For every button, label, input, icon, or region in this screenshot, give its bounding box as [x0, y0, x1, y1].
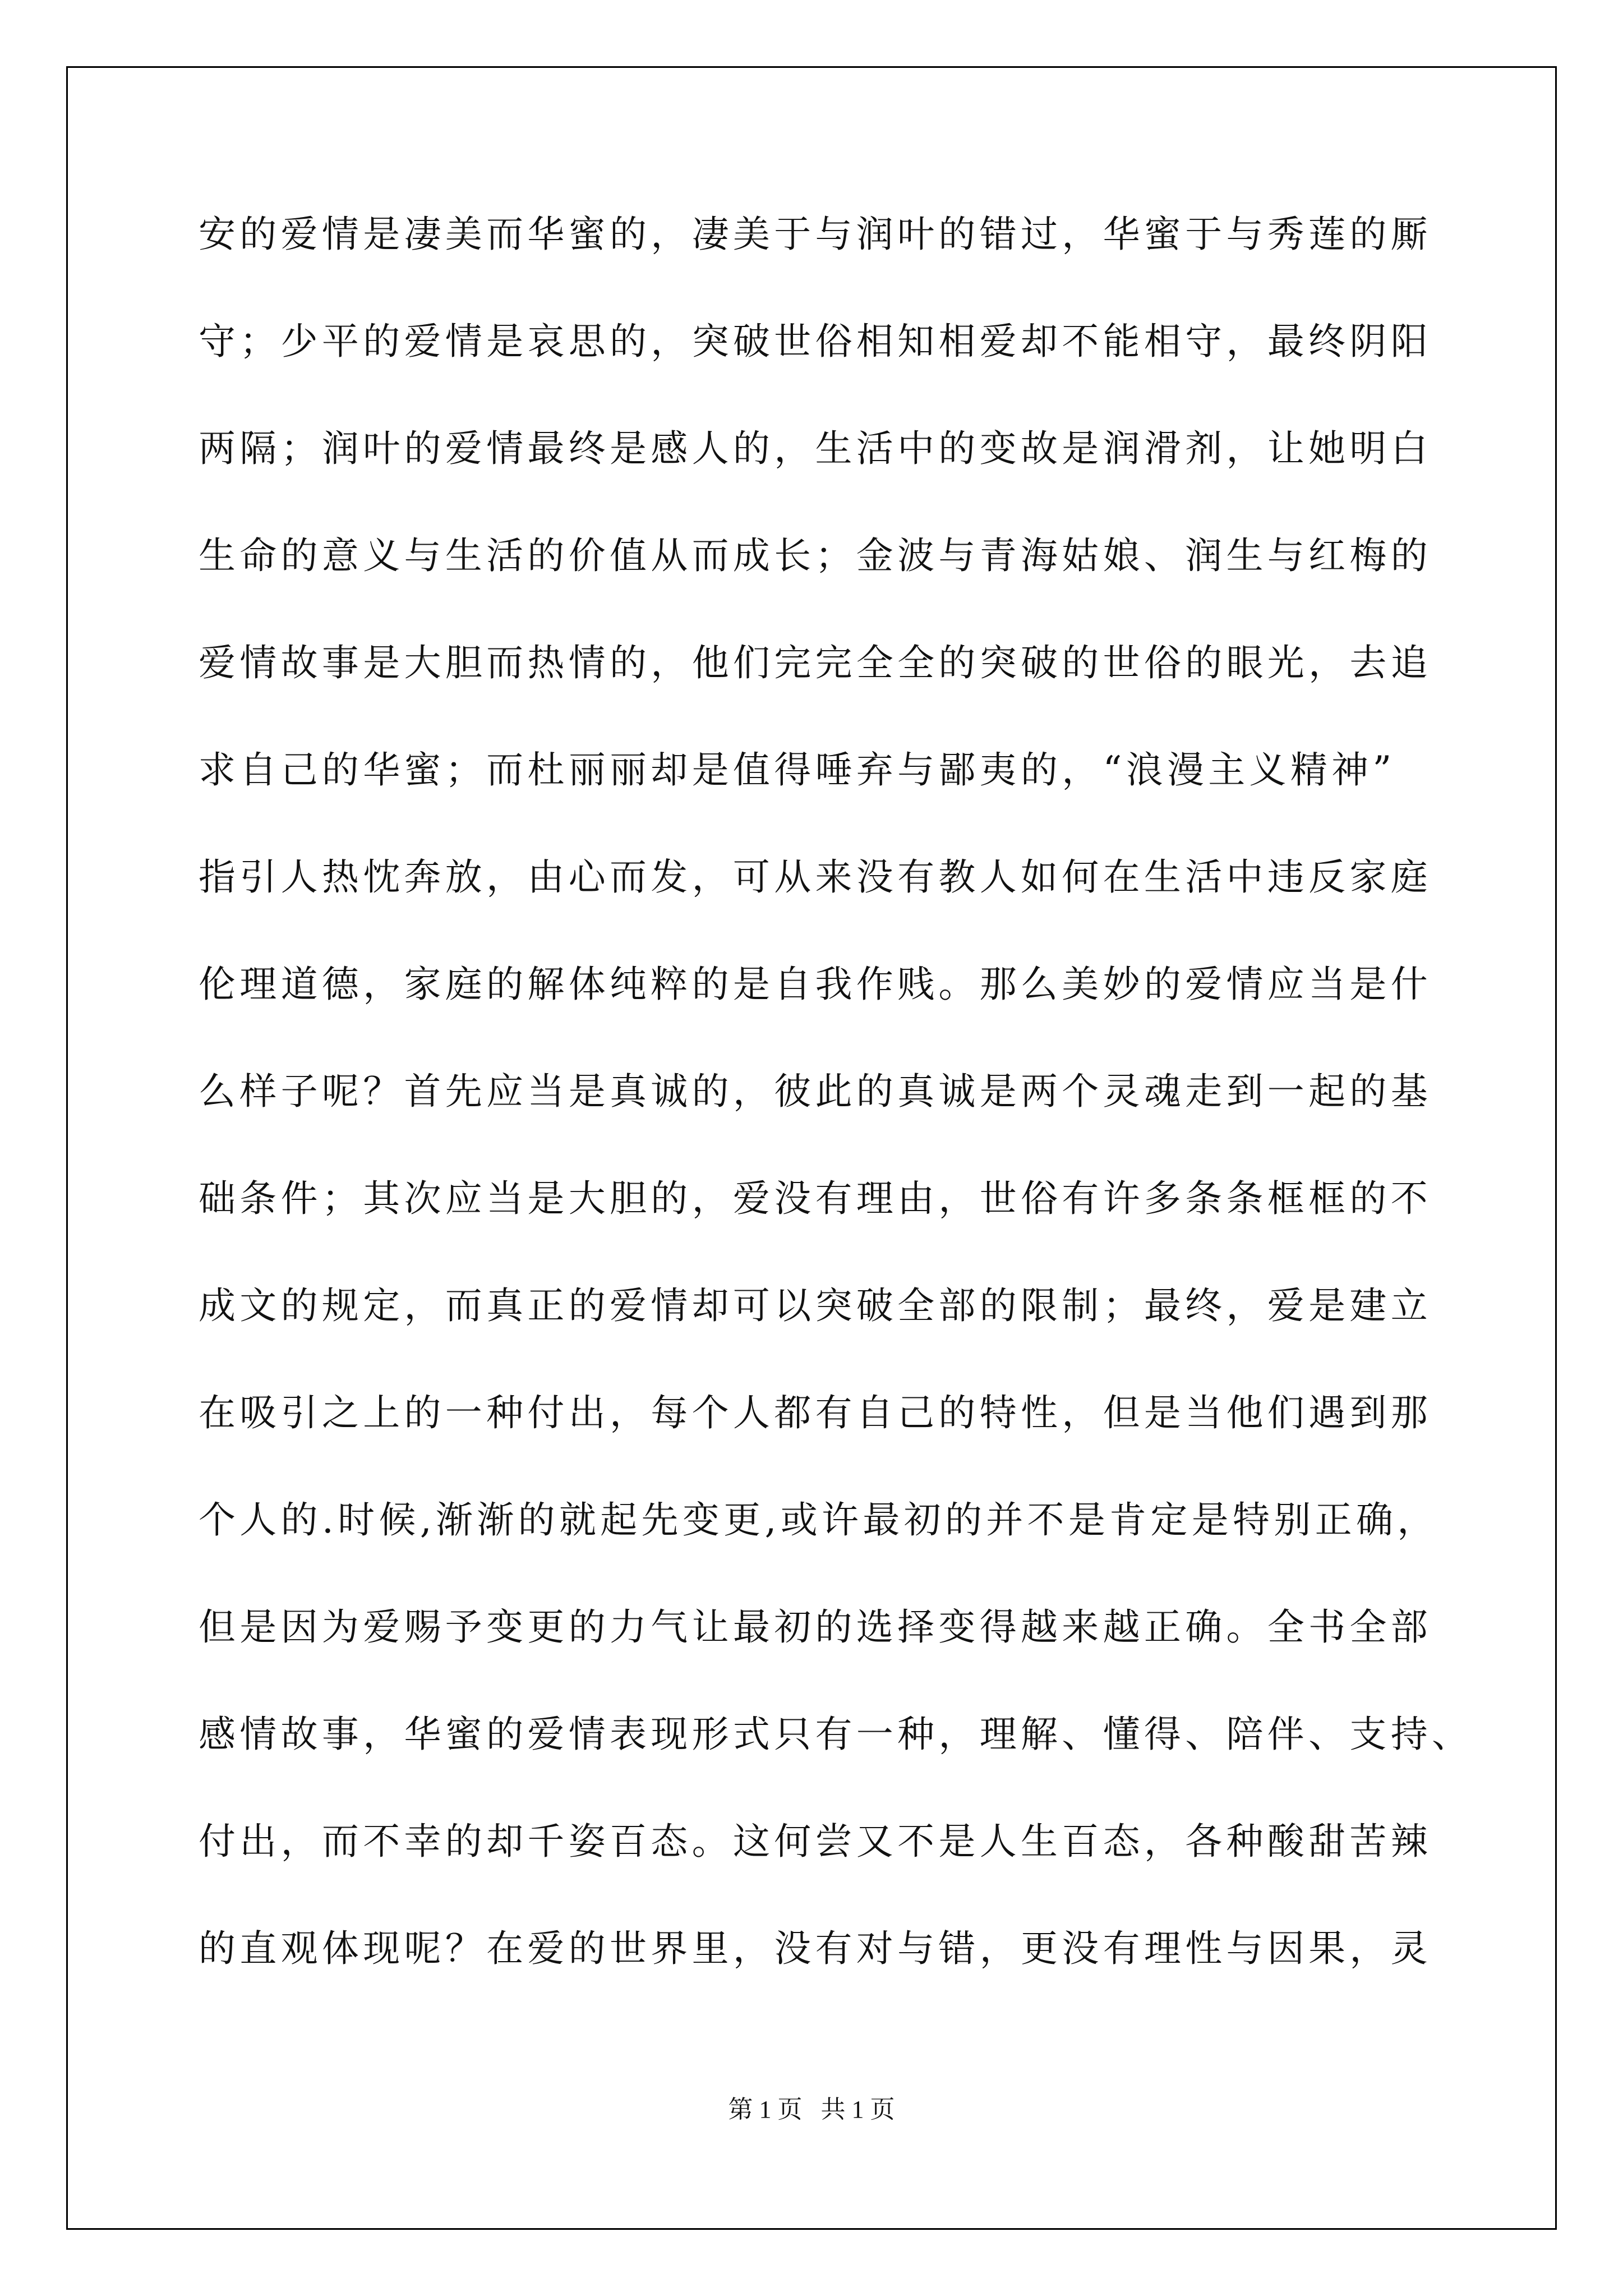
- text-line-17: 的直观体现呢？在爱的世界里，没有对与错，更没有理性与因果，灵: [199, 1927, 1432, 1970]
- text-line-12: 在吸引之上的一种付出，每个人都有自己的特性，但是当他们遇到那: [199, 1391, 1432, 1434]
- text-line-14: 但是因为爱赐予变更的力气让最初的选择变得越来越正确。全书全部: [199, 1605, 1432, 1649]
- text-line-8: 伦理道德，家庭的解体纯粹的是自我作贱。那么美妙的爱情应当是什: [199, 963, 1432, 1006]
- body-text: [199, 213, 1473, 2037]
- text-line-3: 两隔；润叶的爱情最终是感人的，生活中的变故是润滑剂，让她明白: [199, 427, 1432, 470]
- text-line-6: 求自己的华蜜；而杜丽丽却是值得唾弃与鄙夷的，“浪漫主义精神”: [199, 748, 1396, 792]
- text-line-13: 个人的.时候,渐渐的就起先变更,或许最初的并不是肯定是特别正确，: [199, 1498, 1438, 1542]
- text-line-4: 生命的意义与生活的价值从而成长；金波与青海姑娘、润生与红梅的: [199, 534, 1432, 577]
- text-line-1: 安的爱情是凄美而华蜜的，凄美于与润叶的错过，华蜜于与秀莲的厮: [199, 213, 1432, 256]
- text-line-10: 础条件；其次应当是大胆的，爱没有理由，世俗有许多条条框框的不: [199, 1177, 1432, 1220]
- text-line-16: 付出，而不幸的却千姿百态。这何尝又不是人生百态，各种酸甜苦辣: [199, 1820, 1432, 1863]
- text-line-15: 感情故事，华蜜的爱情表现形式只有一种，理解、懂得、陪伴、支持、: [199, 1713, 1473, 1756]
- text-line-7: 指引人热忱奔放，由心而发，可从来没有教人如何在生活中违反家庭: [199, 855, 1432, 899]
- text-line-9: 么样子呢？首先应当是真诚的，彼此的真诚是两个灵魂走到一起的基: [199, 1070, 1432, 1113]
- text-line-2: 守；少平的爱情是哀思的，突破世俗相知相爱却不能相守，最终阴阳: [199, 320, 1432, 363]
- page-number-footer: 第 1 页 共 1 页: [728, 2096, 895, 2123]
- text-line-5: 爱情故事是大胆而热情的，他们完完全全的突破的世俗的眼光，去追: [199, 641, 1432, 684]
- text-line-11: 成文的规定，而真正的爱情却可以突破全部的限制；最终，爱是建立: [199, 1284, 1432, 1327]
